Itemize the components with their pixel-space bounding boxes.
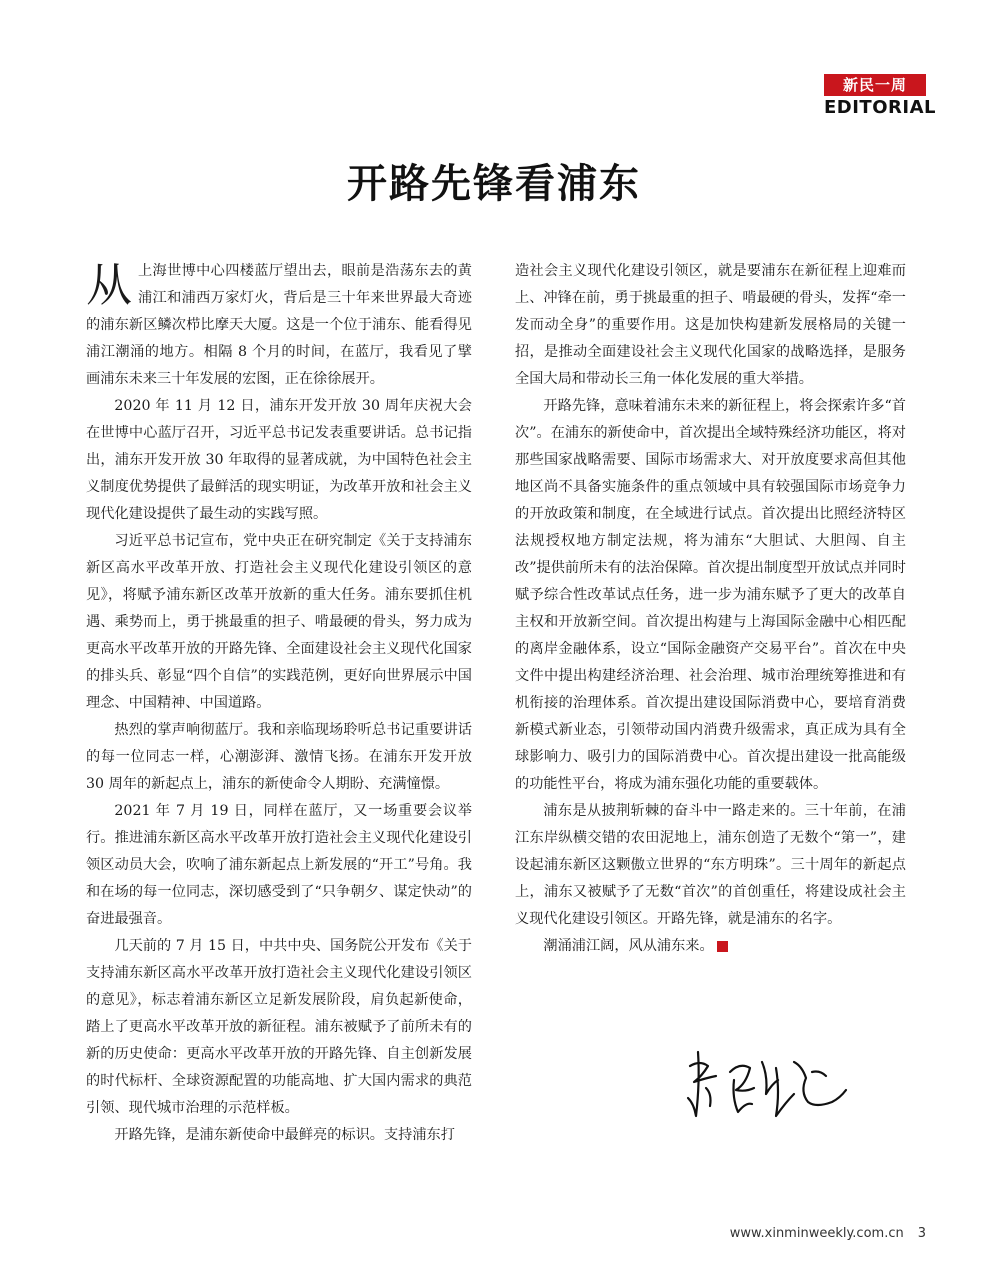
footer-url[interactable]: www.xinminweekly.com.cn (729, 1226, 904, 1241)
paragraph-continued: 造社会主义现代化建设引领区，就是要浦东在新征程上迎难而上、冲锋在前，勇于挑最重的担子、啃最硬的骨头，发挥“牵一发而动全身”的重要作用。这是加快构建新发展格局的关键一招，是推动全面建设社会主义现代化国家的战略选择，是服务全国大局和带动长三角一体化发展的重大举措。 (515, 263, 906, 387)
closing-line-text: 潮涌浦江阔，风从浦东来。 (543, 938, 714, 954)
paragraph-3: 习近平总书记宣布，党中央正在研究制定《关于支持浦东新区高水平改革开放、打造社会主义现代化建设引领区的意见》，将赋予浦东新区改革开放新的重大任务。浦东要抓住机遇、乘势而上，勇于挑最重的担子、啃最硬的骨头，努力成为更高水平改革开放的开路先锋、全面建设社会主义现代化国家的排头兵、彰显“四个自信”的实践范例，更好向世界展示中国理念、中国精神、中国道路。 (86, 533, 472, 711)
right-column (515, 258, 906, 960)
masthead (824, 74, 936, 120)
paragraph-1-text: 上海世博中心四楼蓝厅望出去，眼前是浩荡东去的黄浦江和浦西万家灯火，背后是三十年来世界最大奇迹的浦东新区鳞次栉比摩天大厦。这是一个位于浦东、能看得见浦江潮涌的地方。相隔 8 个月的时间，在蓝厅，我看见了擘画浦东未来三十年发展的宏图，正在徐徐展开。 (86, 263, 472, 387)
masthead-brand-en: EDITORIAL (824, 97, 936, 118)
drop-cap: 从 (86, 258, 132, 312)
page-number: 3 (917, 1226, 926, 1241)
end-mark-icon (717, 941, 728, 952)
masthead-brand-cn: 新民一周 (824, 74, 926, 96)
page-footer (730, 1226, 926, 1241)
paragraph-4: 热烈的掌声响彻蓝厅。我和亲临现场聆听总书记重要讲话的每一位同志一样，心潮澎湃、激情飞扬。在浦东开发开放 30 周年的新起点上，浦东的新使命令人期盼、充满憧憬。 (86, 722, 472, 792)
paragraph-5: 2021 年 7 月 19 日，同样在蓝厅，又一场重要会议举行。推进浦东新区高水平改革开放打造社会主义现代化建设引领区动员大会，吹响了浦东新起点上新发展的“开工”号角。我和在场的每一位同志，深切感受到了“只争朝夕、谋定快动”的奋进最强音。 (86, 803, 472, 927)
paragraph-9: 浦东是从披荆斩棘的奋斗中一路走来的。三十年前，在浦江东岸纵横交错的农田泥地上，浦东创造了无数个“第一”，建设起浦东新区这颗傲立世界的“东方明珠”。三十周年的新起点上，浦东又被赋予了无数“首次”的首创重任，将建设成社会主义现代化建设引领区。开路先锋，就是浦东的名字。 (515, 803, 906, 927)
closing-line (515, 933, 906, 960)
paragraph-1 (86, 258, 472, 393)
paragraph-7: 开路先锋，是浦东新使命中最鲜亮的标识。支持浦东打 (114, 1127, 455, 1143)
article-title: 开路先锋看浦东 (347, 161, 641, 207)
paragraph-6: 几天前的 7 月 15 日，中共中央、国务院公开发布《关于支持浦东新区高水平改革开放打造社会主义现代化建设引领区的意见》，标志着浦东新区立足新发展阶段，肩负起新使命，踏上了更高水平改革开放的新征程。浦东被赋予了前所未有的新的历史使命：更高水平改革开放的开路先锋、自主创新发展的时代标杆、全球资源配置的功能高地、扩大国内需求的典范引领、现代城市治理的示范样板。 (86, 938, 472, 1116)
paragraph-2: 2020 年 11 月 12 日，浦东开发开放 30 周年庆祝大会在世博中心蓝厅召开，习近平总书记发表重要讲话。总书记指出，浦东开发开放 30 年取得的显著成就，为中国特色社会主义制度优势提供了最鲜活的现实明证，为改革开放和社会主义现代化建设提供了最生动的实践写照。 (86, 398, 472, 522)
handwritten-signature (676, 1032, 856, 1132)
paragraph-8: 开路先锋，意味着浦东未来的新征程上，将会探索许多“首次”。在浦东的新使命中，首次提出全域特殊经济功能区，将对那些国家战略需要、国际市场需求大、对开放度要求高但其他地区尚不具备实施条件的重点领域中具有较强国际市场竞争力的开放政策和制度，在全域进行试点。首次提出比照经济特区法规授权地方制定法规，将为浦东“大胆试、大胆闯、自主改”提供前所未有的法治保障。首次提出制度型开放试点并同时赋予综合性改革试点任务，进一步为浦东赋予了更大的改革自主权和开放新空间。首次提出构建与上海国际金融中心相匹配的离岸金融体系，设立“国际金融资产交易平台”。首次在中央文件中提出构建经济治理、社会治理、城市治理统筹推进和有机衔接的治理体系。首次提出建设国际消费中心，要培育消费新模式新业态，引领带动国内消费升级需求，真正成为具有全球影响力、吸引力的国际消费中心。首次提出建设一批高能级的功能性平台，将成为浦东强化功能的重要载体。 (515, 398, 906, 792)
left-column (86, 258, 472, 1149)
